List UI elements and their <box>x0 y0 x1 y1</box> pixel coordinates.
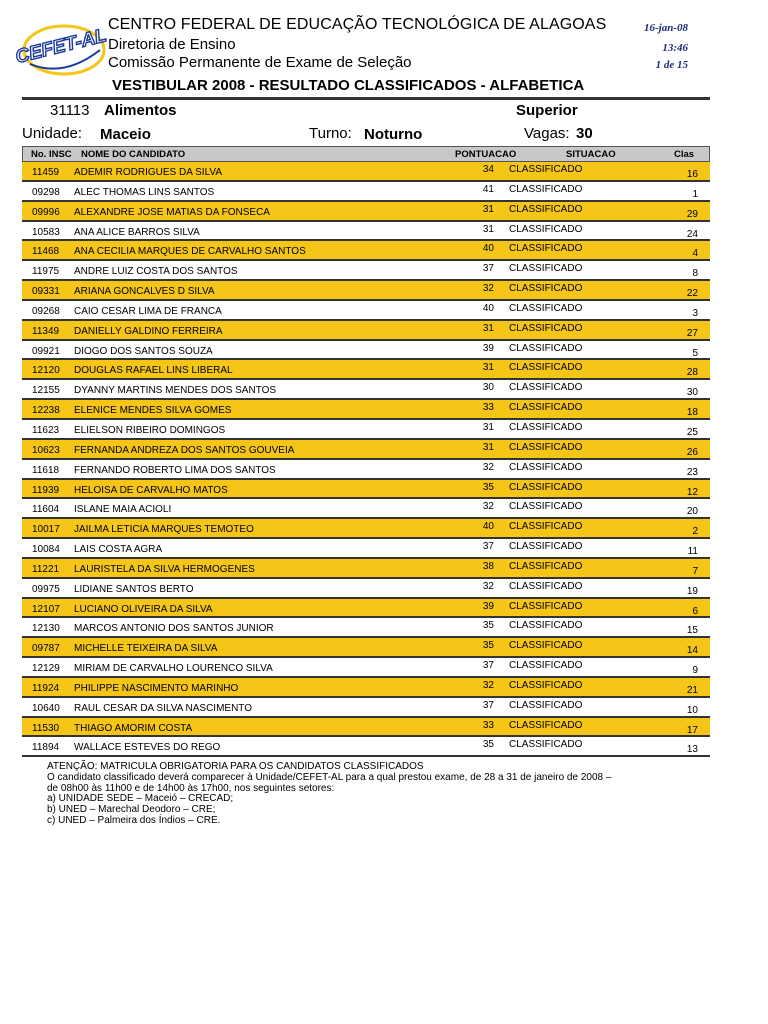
table-body <box>22 162 710 757</box>
report-time: 13:46 <box>662 42 688 54</box>
cell-rank: 6 <box>692 605 698 617</box>
cell-score: 32 <box>482 461 494 473</box>
table-row <box>22 618 710 638</box>
cell-rank: 11 <box>687 546 698 558</box>
table-row <box>22 261 710 281</box>
cell-score: 35 <box>482 620 494 632</box>
cell-name: ANA ALICE BARROS SILVA <box>74 226 200 238</box>
cell-name: THIAGO AMORIM COSTA <box>74 722 193 734</box>
cell-score: 32 <box>482 283 494 295</box>
table-row <box>22 539 710 559</box>
cell-status: CLASSIFICADO <box>509 660 583 672</box>
vacancies-label: Vagas: <box>524 125 570 142</box>
cell-score: 37 <box>482 699 494 711</box>
cell-rank: 25 <box>686 426 698 438</box>
header-rank: Clas <box>674 149 695 160</box>
cell-rank: 8 <box>692 268 698 280</box>
cell-name: LUCIANO OLIVEIRA DA SILVA <box>74 603 213 615</box>
cell-score: 33 <box>482 719 494 731</box>
table-row <box>22 519 710 539</box>
cell-rank: 26 <box>686 446 698 458</box>
cell-score: 35 <box>482 739 494 751</box>
cell-insc: 09975 <box>32 583 60 595</box>
cell-score: 40 <box>482 243 494 255</box>
table-header <box>22 146 710 162</box>
cell-rank: 15 <box>686 625 698 637</box>
cell-status: CLASSIFICADO <box>509 283 583 295</box>
commission-name: Comissão Permanente de Exame de Seleção <box>108 54 412 71</box>
cell-name: HELOISA DE CARVALHO MATOS <box>74 484 228 496</box>
cell-score: 31 <box>482 203 494 215</box>
cell-name: ALEXANDRE JOSE MATIAS DA FONSECA <box>74 206 270 218</box>
cell-insc: 09996 <box>32 206 60 218</box>
cell-score: 32 <box>482 580 494 592</box>
table-row <box>22 341 710 361</box>
institution-name: CENTRO FEDERAL DE EDUCAÇÃO TECNOLÓGICA DE ALAGOAS <box>108 16 607 33</box>
cell-score: 38 <box>482 560 494 572</box>
cell-name: LIDIANE SANTOS BERTO <box>74 583 194 595</box>
cell-score: 31 <box>482 441 494 453</box>
cell-insc: 09268 <box>32 305 60 317</box>
cell-score: 37 <box>482 263 494 275</box>
cell-status: CLASSIFICADO <box>509 322 583 334</box>
cell-insc: 11468 <box>32 246 60 258</box>
cell-rank: 20 <box>686 506 698 518</box>
cell-insc: 11939 <box>32 484 60 496</box>
cell-name: ISLANE MAIA ACIOLI <box>74 504 172 516</box>
cell-name: MICHELLE TEIXEIRA DA SILVA <box>74 643 218 655</box>
cell-insc: 10640 <box>32 702 60 714</box>
cell-rank: 23 <box>686 466 698 478</box>
cell-status: CLASSIFICADO <box>509 441 583 453</box>
cell-name: MARCOS ANTONIO DOS SANTOS JUNIOR <box>74 623 274 635</box>
note-line: O candidato classificado deverá comparecer à Unidade/CEFET-AL para a qual prestou exame, de 28 a 31 de janeiro de 2008 – <box>47 771 612 783</box>
cell-name: JAILMA LETICIA MARQUES TEMOTEO <box>74 524 254 536</box>
table-row <box>22 678 710 698</box>
table-row <box>22 241 710 261</box>
cell-rank: 5 <box>692 347 698 359</box>
results-table <box>22 146 710 757</box>
cell-score: 37 <box>482 541 494 553</box>
page-indicator: 1 de 15 <box>655 59 688 71</box>
cell-rank: 27 <box>686 327 698 339</box>
note-line: ATENÇÃO: MATRICULA OBRIGATORIA PARA OS CANDIDATOS CLASSIFICADOS <box>47 761 424 772</box>
note-line: c) UNED – Palmeira dos Índios – CRE. <box>47 814 221 826</box>
cell-status: CLASSIFICADO <box>509 560 583 572</box>
cell-insc: 11894 <box>32 742 60 754</box>
cell-rank: 16 <box>686 169 698 180</box>
header-status: SITUACAO <box>566 149 616 160</box>
vacancies-value: 30 <box>576 125 593 142</box>
cefet-al-logo <box>13 20 109 78</box>
cell-rank: 18 <box>686 407 698 419</box>
cell-rank: 29 <box>686 208 698 220</box>
cell-status: CLASSIFICADO <box>509 521 583 533</box>
table-row <box>22 480 710 500</box>
cell-status: CLASSIFICADO <box>509 302 583 314</box>
cell-score: 35 <box>482 640 494 652</box>
table-row <box>22 420 710 440</box>
cell-name: LAIS COSTA AGRA <box>74 544 163 556</box>
cell-score: 30 <box>482 382 494 394</box>
cell-score: 39 <box>482 342 494 354</box>
cell-status: CLASSIFICADO <box>509 382 583 394</box>
table-row <box>22 579 710 599</box>
cell-status: CLASSIFICADO <box>509 183 583 195</box>
cell-insc: 12120 <box>32 365 60 377</box>
header-name: NOME DO CANDIDATO <box>81 149 186 160</box>
cell-status: CLASSIFICADO <box>509 699 583 711</box>
page-title: VESTIBULAR 2008 - RESULTADO CLASSIFICADOS - ALFABETICA <box>112 77 585 94</box>
cell-rank: 10 <box>686 704 698 716</box>
cell-rank: 9 <box>692 665 698 677</box>
cell-insc: 11604 <box>32 504 60 516</box>
cell-score: 31 <box>482 322 494 334</box>
course-name: Alimentos <box>104 102 177 119</box>
unit-value: Maceio <box>100 126 151 143</box>
cell-name: DOUGLAS RAFAEL LINS LIBERAL <box>74 365 233 377</box>
cell-score: 31 <box>482 421 494 433</box>
cell-score: 35 <box>482 481 494 493</box>
cell-rank: 7 <box>692 565 698 577</box>
cell-insc: 10017 <box>32 524 60 536</box>
table-row <box>22 182 710 202</box>
cell-status: CLASSIFICADO <box>509 203 583 215</box>
cell-rank: 28 <box>686 367 698 379</box>
cell-name: FERNANDO ROBERTO LIMA DOS SANTOS <box>74 464 276 476</box>
table-row <box>22 499 710 519</box>
department-name: Diretoria de Ensino <box>108 36 236 53</box>
course-level: Superior <box>516 102 578 119</box>
note-line: b) UNED – Marechal Deodoro – CRE; <box>47 804 216 816</box>
cell-score: 33 <box>482 402 494 414</box>
cell-name: ALEC THOMAS LINS SANTOS <box>74 186 215 198</box>
cell-insc: 11459 <box>32 167 60 178</box>
note-line: a) UNIDADE SEDE – Maceió – CRECAD; <box>47 793 234 805</box>
cell-score: 31 <box>482 362 494 374</box>
cell-score: 32 <box>482 679 494 691</box>
cell-rank: 30 <box>686 387 698 399</box>
cell-rank: 21 <box>686 684 698 696</box>
cell-rank: 13 <box>686 744 698 756</box>
cell-status: CLASSIFICADO <box>509 541 583 553</box>
cell-status: CLASSIFICADO <box>509 164 583 175</box>
cell-insc: 12238 <box>32 405 60 417</box>
table-row <box>22 698 710 718</box>
table-row <box>22 440 710 460</box>
note-line: de 08h00 às 11h00 e de 14h00 às 17h00, nos seguintes setores: <box>47 782 335 794</box>
table-row <box>22 599 710 619</box>
cell-rank: 22 <box>686 288 698 300</box>
cell-status: CLASSIFICADO <box>509 719 583 731</box>
cell-name: WALLACE ESTEVES DO REGO <box>74 742 221 754</box>
cell-insc: 12107 <box>32 603 60 615</box>
cell-insc: 11623 <box>32 424 60 436</box>
cell-status: CLASSIFICADO <box>509 620 583 632</box>
cell-rank: 2 <box>692 526 698 538</box>
cell-name: CAIO CESAR LIMA DE FRANCA <box>74 305 222 317</box>
cell-insc: 09331 <box>32 286 60 298</box>
header-divider <box>22 97 710 100</box>
table-row <box>22 202 710 222</box>
cell-rank: 14 <box>686 645 698 657</box>
cell-name: MIRIAM DE CARVALHO LOURENCO SILVA <box>74 663 273 675</box>
cell-name: ELIELSON RIBEIRO DOMINGOS <box>74 424 226 436</box>
cell-status: CLASSIFICADO <box>509 342 583 354</box>
cell-insc: 10583 <box>32 226 60 238</box>
table-row <box>22 400 710 420</box>
cell-status: CLASSIFICADO <box>509 600 583 612</box>
table-row <box>22 222 710 242</box>
table-row <box>22 737 710 757</box>
unit-label: Unidade: <box>22 125 83 142</box>
cell-insc: 12129 <box>32 663 60 675</box>
table-row <box>22 658 710 678</box>
cell-insc: 12155 <box>32 385 60 397</box>
cell-score: 31 <box>482 223 494 235</box>
cell-score: 34 <box>482 164 494 175</box>
cell-status: CLASSIFICADO <box>509 362 583 374</box>
shift-label: Turno: <box>309 125 352 142</box>
cell-status: CLASSIFICADO <box>509 679 583 691</box>
table-row <box>22 281 710 301</box>
header-insc: No. INSC <box>31 149 72 160</box>
cell-status: CLASSIFICADO <box>509 402 583 414</box>
cell-status: CLASSIFICADO <box>509 501 583 513</box>
table-row <box>22 162 710 182</box>
cell-status: CLASSIFICADO <box>509 481 583 493</box>
cell-status: CLASSIFICADO <box>509 580 583 592</box>
cell-status: CLASSIFICADO <box>509 223 583 235</box>
cell-name: ARIANA GONCALVES D SILVA <box>74 286 215 298</box>
cell-name: ADEMIR RODRIGUES DA SILVA <box>74 167 222 178</box>
cell-name: DIOGO DOS SANTOS SOUZA <box>74 345 213 357</box>
cell-insc: 11975 <box>32 266 60 278</box>
cell-name: ELENICE MENDES SILVA GOMES <box>74 405 232 417</box>
cell-score: 39 <box>482 600 494 612</box>
cell-rank: 4 <box>692 248 698 260</box>
cell-insc: 11924 <box>32 682 60 694</box>
table-row <box>22 638 710 658</box>
cell-name: ANA CECILIA MARQUES DE CARVALHO SANTOS <box>74 246 306 258</box>
cell-name: PHILIPPE NASCIMENTO MARINHO <box>74 682 239 694</box>
cell-insc: 10084 <box>32 544 60 556</box>
cell-status: CLASSIFICADO <box>509 461 583 473</box>
cell-name: DYANNY MARTINS MENDES DOS SANTOS <box>74 385 277 397</box>
cell-name: RAUL CESAR DA SILVA NASCIMENTO <box>74 702 253 714</box>
cell-insc: 11221 <box>32 563 60 575</box>
cell-insc: 10623 <box>32 444 60 456</box>
cell-score: 41 <box>482 183 494 195</box>
table-row <box>22 460 710 480</box>
cell-rank: 1 <box>692 188 698 200</box>
cell-name: DANIELLY GALDINO FERREIRA <box>74 325 223 337</box>
table-row <box>22 321 710 341</box>
cell-rank: 12 <box>686 486 698 498</box>
cell-rank: 17 <box>686 724 698 736</box>
cell-name: ANDRE LUIZ COSTA DOS SANTOS <box>74 266 238 278</box>
table-row <box>22 301 710 321</box>
cell-insc: 12130 <box>32 623 60 635</box>
course-code: 31113 <box>50 102 90 119</box>
enrollment-notes <box>47 762 611 827</box>
table-row <box>22 559 710 579</box>
svg-text:CEFET-AL: CEFET-AL <box>13 25 109 69</box>
cell-status: CLASSIFICADO <box>509 263 583 275</box>
cell-rank: 24 <box>686 228 698 240</box>
header-score: PONTUACAO <box>455 149 517 160</box>
table-row <box>22 360 710 380</box>
cell-insc: 11530 <box>32 722 60 734</box>
cell-status: CLASSIFICADO <box>509 640 583 652</box>
cell-insc: 09298 <box>32 186 60 198</box>
cell-insc: 11349 <box>32 325 60 337</box>
cell-score: 32 <box>482 501 494 513</box>
table-row <box>22 718 710 738</box>
cell-insc: 09921 <box>32 345 60 357</box>
cell-insc: 11618 <box>32 464 60 476</box>
cell-status: CLASSIFICADO <box>509 243 583 255</box>
cell-score: 40 <box>482 521 494 533</box>
report-date: 16-jan-08 <box>644 22 688 34</box>
cell-rank: 19 <box>686 585 698 597</box>
shift-value: Noturno <box>364 126 423 143</box>
cell-score: 40 <box>482 302 494 314</box>
cell-name: LAURISTELA DA SILVA HERMOGENES <box>74 563 255 575</box>
cell-insc: 09787 <box>32 643 60 655</box>
cell-name: FERNANDA ANDREZA DOS SANTOS GOUVEIA <box>74 444 295 456</box>
cell-score: 37 <box>482 660 494 672</box>
table-row <box>22 380 710 400</box>
cell-rank: 3 <box>692 307 698 319</box>
cell-status: CLASSIFICADO <box>509 739 583 751</box>
cell-status: CLASSIFICADO <box>509 421 583 433</box>
